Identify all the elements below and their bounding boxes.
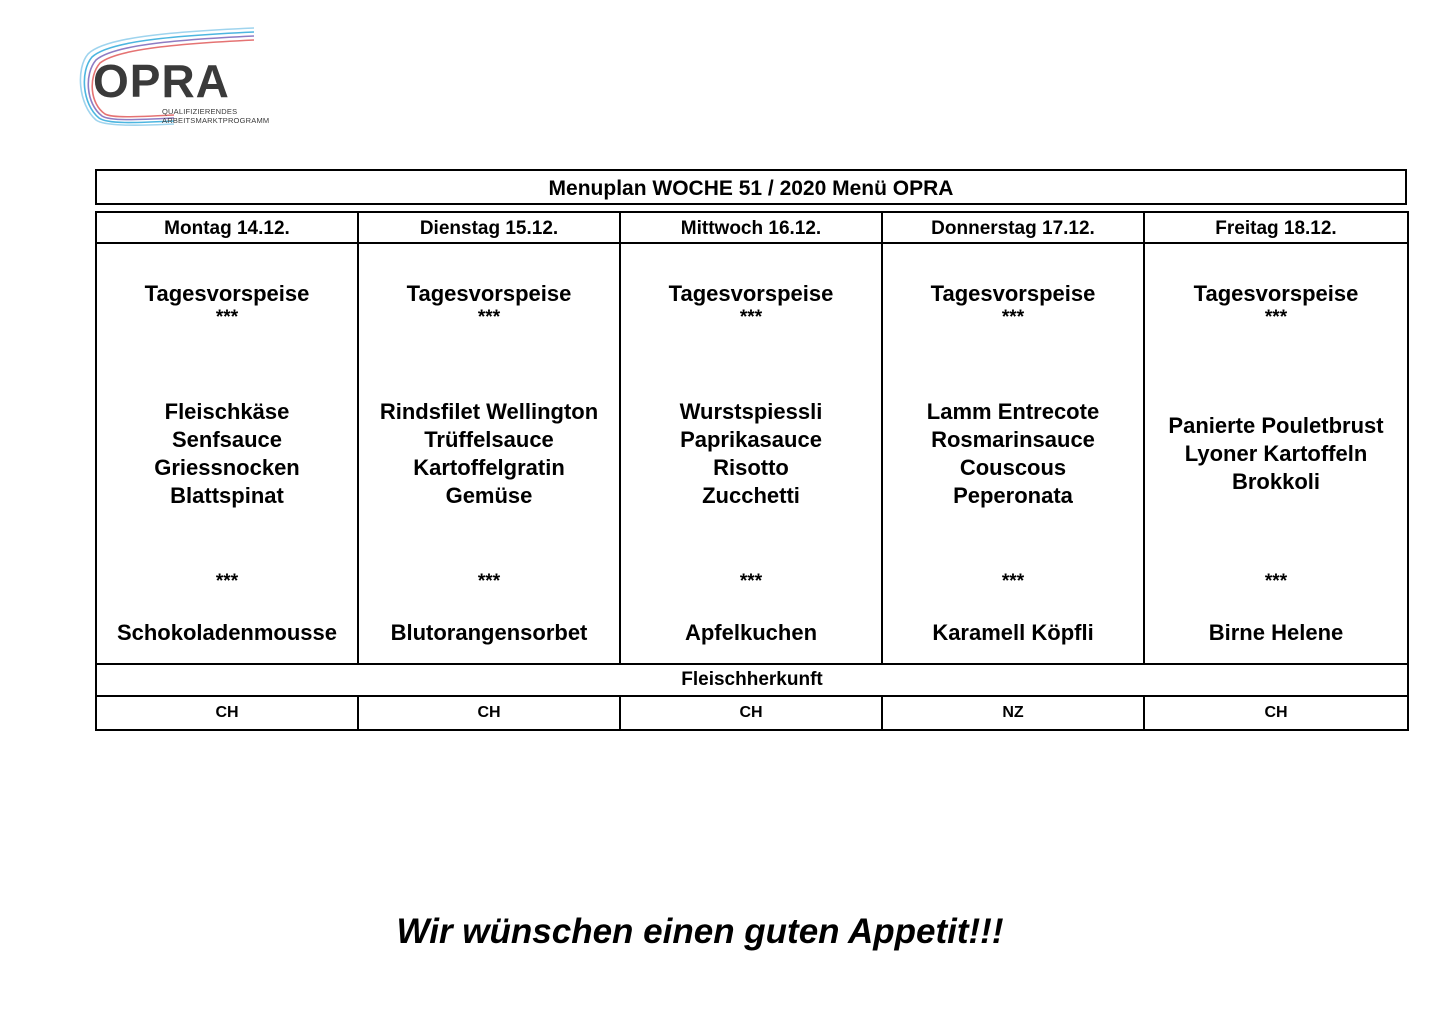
main-course-line: Wurstspiessli bbox=[679, 399, 823, 424]
separator: *** bbox=[215, 571, 239, 592]
main-course-line: Senfsauce bbox=[171, 427, 283, 452]
opra-logo bbox=[74, 24, 274, 130]
dessert: Blutorangensorbet bbox=[390, 620, 588, 645]
separator: *** bbox=[739, 307, 763, 328]
closing-message: Wir wünschen einen guten Appetit!!! bbox=[396, 912, 1004, 951]
main-course bbox=[359, 398, 619, 510]
day-header: Freitag 18.12. bbox=[1144, 212, 1408, 243]
separator: *** bbox=[1001, 571, 1025, 592]
dessert: Apfelkuchen bbox=[684, 620, 818, 645]
main-course-line: Risotto bbox=[713, 455, 789, 480]
starter bbox=[359, 280, 619, 328]
separator: *** bbox=[1264, 571, 1288, 592]
main-course-line: Rosmarinsauce bbox=[931, 427, 1095, 452]
main-course bbox=[621, 398, 881, 510]
main-course-line: Zucchetti bbox=[702, 483, 800, 508]
logo-wordmark: OPRA bbox=[93, 55, 230, 107]
separator: *** bbox=[477, 571, 501, 592]
origin-header-row bbox=[96, 664, 1408, 696]
main-course-line: Peperonata bbox=[953, 483, 1073, 508]
dessert: Schokoladenmousse bbox=[116, 620, 338, 645]
starter bbox=[883, 280, 1143, 328]
main-course-line: Kartoffelgratin bbox=[413, 455, 565, 480]
logo-subtitle-line1: QUALIFIZIERENDES bbox=[162, 107, 238, 116]
day-menu-cell bbox=[882, 243, 1144, 664]
starter bbox=[97, 280, 357, 328]
separator: *** bbox=[215, 307, 239, 328]
menu-title: Menuplan WOCHE 51 / 2020 Menü OPRA bbox=[95, 169, 1407, 205]
origin-value: CH bbox=[1144, 696, 1408, 730]
origin-header: Fleischherkunft bbox=[96, 664, 1408, 696]
main-course-line: Blattspinat bbox=[170, 483, 284, 508]
day-menu-cell bbox=[96, 243, 358, 664]
dessert: Birne Helene bbox=[1208, 620, 1344, 645]
main-course-line: Panierte Pouletbrust bbox=[1168, 413, 1384, 438]
main-course-line: Lamm Entrecote bbox=[926, 399, 1100, 424]
logo-subtitle bbox=[162, 107, 269, 125]
starter-label: Tagesvorspeise bbox=[930, 281, 1096, 306]
main-course-line: Griessnocken bbox=[154, 455, 300, 480]
starter-label: Tagesvorspeise bbox=[668, 281, 834, 306]
origin-value: CH bbox=[358, 696, 620, 730]
main-course-line: Trüffelsauce bbox=[424, 427, 554, 452]
day-header: Dienstag 15.12. bbox=[358, 212, 620, 243]
main-course bbox=[97, 398, 357, 510]
menu-row bbox=[96, 243, 1408, 664]
main-course-line: Lyoner Kartoffeln bbox=[1184, 441, 1368, 466]
origin-value: CH bbox=[96, 696, 358, 730]
separator: *** bbox=[477, 307, 501, 328]
main-course-line: Paprikasauce bbox=[680, 427, 822, 452]
menu-table bbox=[95, 211, 1409, 731]
dessert: Karamell Köpfli bbox=[932, 620, 1094, 645]
starter-label: Tagesvorspeise bbox=[406, 281, 572, 306]
starter bbox=[1145, 280, 1407, 328]
logo-subtitle-line2: ARBEITSMARKTPROGRAMM bbox=[162, 116, 270, 125]
day-header: Mittwoch 16.12. bbox=[620, 212, 882, 243]
main-course-line: Rindsfilet Wellington bbox=[379, 399, 599, 424]
main-course-line: Couscous bbox=[959, 455, 1067, 480]
starter-label: Tagesvorspeise bbox=[1193, 281, 1359, 306]
starter bbox=[621, 280, 881, 328]
origin-row bbox=[96, 696, 1408, 730]
day-menu-cell bbox=[620, 243, 882, 664]
main-course bbox=[1145, 398, 1407, 510]
origin-value: NZ bbox=[882, 696, 1144, 730]
separator: *** bbox=[1001, 307, 1025, 328]
day-header: Donnerstag 17.12. bbox=[882, 212, 1144, 243]
main-course-line: Gemüse bbox=[445, 483, 533, 508]
separator: *** bbox=[739, 571, 763, 592]
origin-value: CH bbox=[620, 696, 882, 730]
day-menu-cell bbox=[1144, 243, 1408, 664]
separator: *** bbox=[1264, 307, 1288, 328]
day-header: Montag 14.12. bbox=[96, 212, 358, 243]
main-course-line: Fleischkäse bbox=[164, 399, 290, 424]
starter-label: Tagesvorspeise bbox=[144, 281, 310, 306]
main-course bbox=[883, 398, 1143, 510]
day-header-row bbox=[96, 212, 1408, 243]
day-menu-cell bbox=[358, 243, 620, 664]
main-course-line: Brokkoli bbox=[1231, 469, 1321, 494]
